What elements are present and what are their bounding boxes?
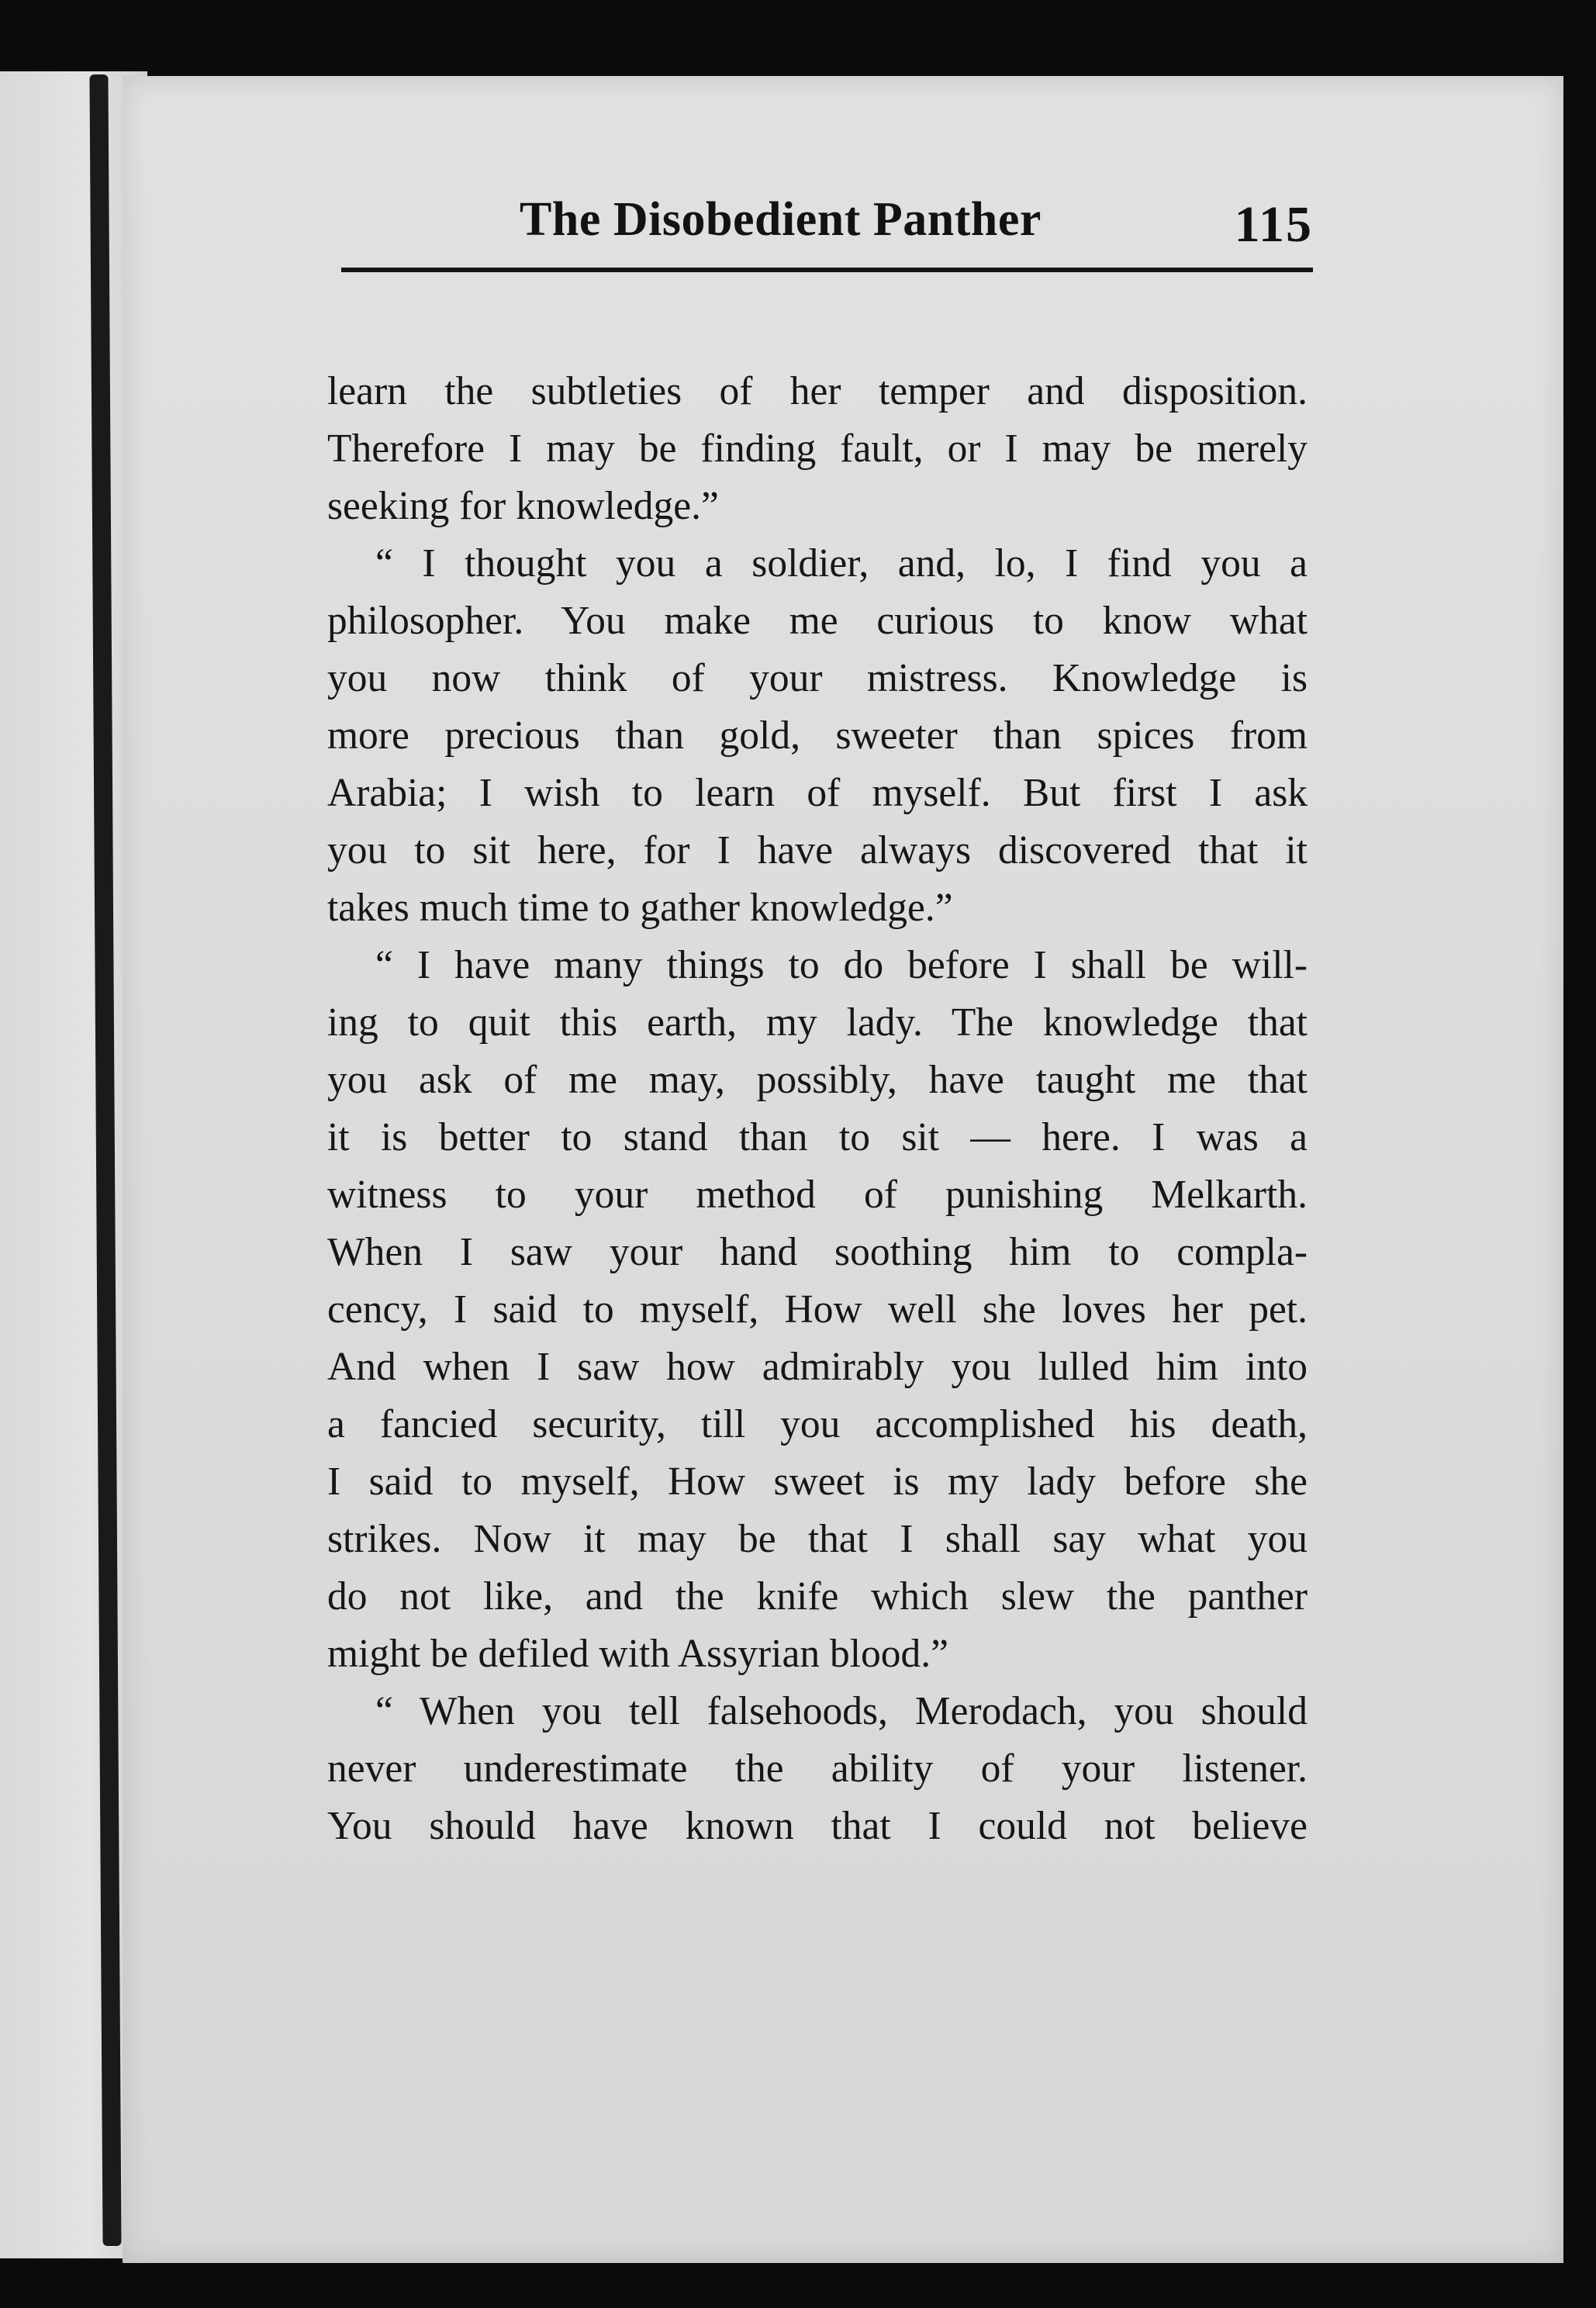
page-number: 115 (1234, 196, 1313, 253)
text-line: a fancied security, till you accomplished his death, (327, 1402, 1308, 1446)
text-line: learn the subtleties of her temper and disposition. (327, 369, 1308, 413)
text-line: I said to myself, How sweet is my lady before she (327, 1460, 1308, 1504)
text-line: it is better to stand than to sit — here. I was a (327, 1115, 1308, 1159)
text-line: “ When you tell falsehoods, Merodach, you should (375, 1689, 1308, 1733)
text-line: When I saw your hand soothing him to compla- (327, 1230, 1308, 1274)
text-line: “ I thought you a soldier, and, lo, I find you a (375, 541, 1308, 586)
text-line: You should have known that I could not believe (327, 1804, 1308, 1848)
text-line: cency, I said to myself, How well she loves her pet. (327, 1287, 1308, 1332)
text-line: And when I saw how admirably you lulled him into (327, 1345, 1308, 1389)
text-line: seeking for knowledge.” (327, 484, 719, 528)
text-line: Therefore I may be finding fault, or I may be merely (327, 427, 1308, 471)
text-line: might be defiled with Assyrian blood.” (327, 1632, 948, 1676)
running-head (341, 192, 1313, 267)
text-line: more precious than gold, sweeter than spices from (327, 713, 1308, 758)
text-line: Arabia; I wish to learn of myself. But first I ask (327, 771, 1308, 815)
text-line: do not like, and the knife which slew the panther (327, 1574, 1308, 1619)
text-line: never underestimate the ability of your listener. (327, 1747, 1308, 1791)
text-line: philosopher. You make me curious to know what (327, 599, 1308, 643)
text-line: you now think of your mistress. Knowledge is (327, 656, 1308, 700)
text-line: “ I have many things to do before I shall be will- (375, 943, 1308, 987)
text-line: you ask of me may, possibly, have taught me that (327, 1058, 1308, 1102)
text-line: witness to your method of punishing Melkarth. (327, 1173, 1308, 1217)
text-line: takes much time to gather knowledge.” (327, 886, 953, 930)
text-line: ing to quit this earth, my lady. The knowledge that (327, 1000, 1308, 1045)
text-line: you to sit here, for I have always discovered that it (327, 828, 1308, 872)
body-text (327, 363, 1308, 1855)
running-title: The Disobedient Panther (520, 193, 1042, 246)
text-line: strikes. Now it may be that I shall say what you (327, 1517, 1308, 1561)
header-rule (341, 268, 1313, 272)
